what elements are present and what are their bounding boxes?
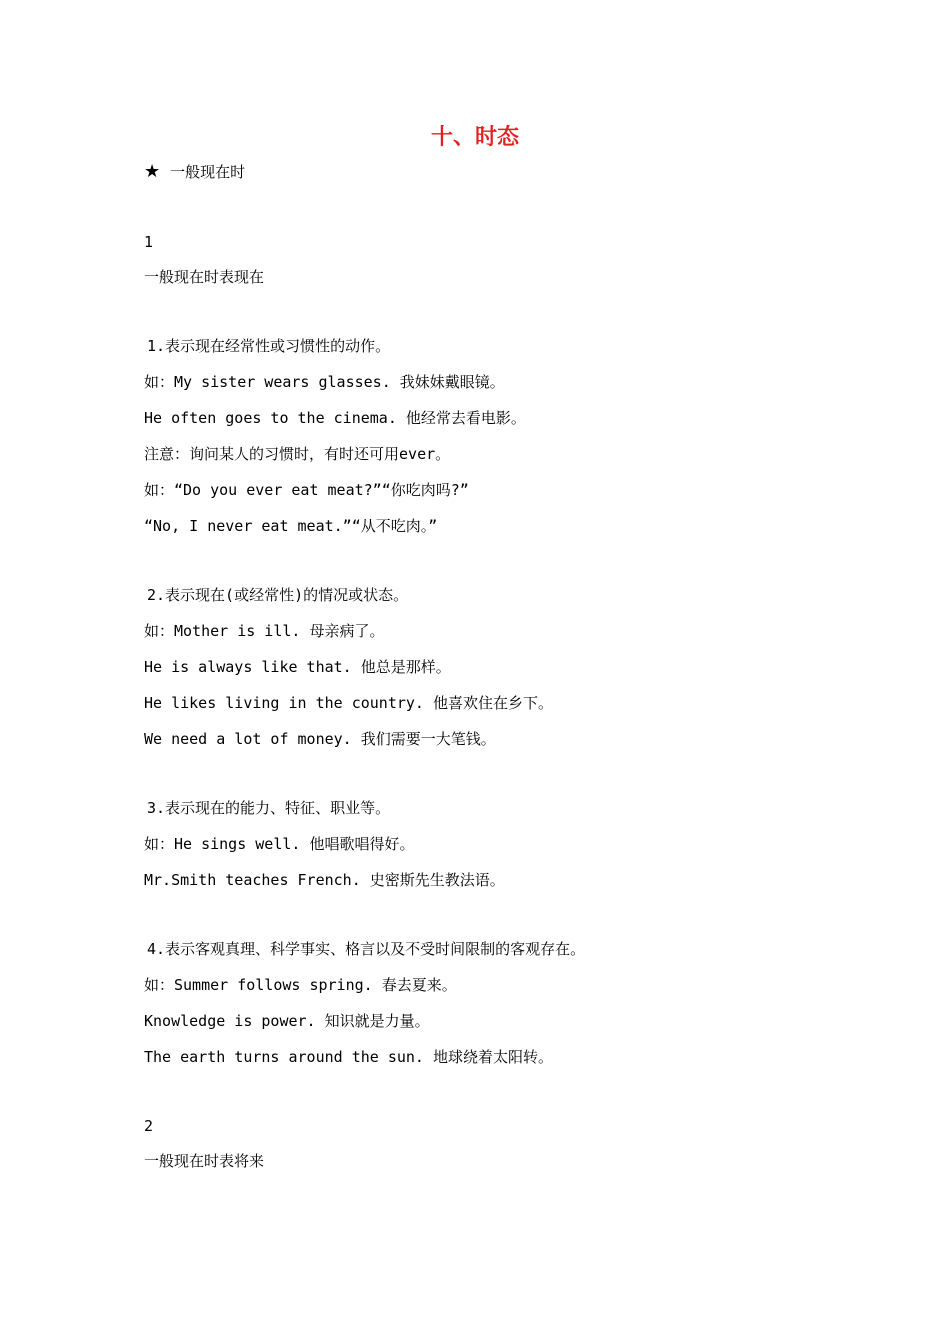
page-title: 十、时态 <box>430 124 519 150</box>
rule-heading: 2.表示现在(或经常性)的情况或状态。 <box>147 586 409 604</box>
example-line: 如：He sings well. 他唱歌唱得好。 <box>144 835 415 853</box>
example-line: We need a lot of money. 我们需要一大笔钱。 <box>144 730 496 748</box>
item-number: 2 <box>144 1117 154 1135</box>
note-line: 注意：询问某人的习惯时，有时还可用ever。 <box>144 445 451 463</box>
section-heading <box>144 162 245 182</box>
example-line: 如：My sister wears glasses. 我妹妹戴眼镜。 <box>144 373 505 391</box>
example-line: 如：Mother is ill. 母亲病了。 <box>144 622 385 640</box>
example-line: The earth turns around the sun. 地球绕着太阳转。 <box>144 1048 553 1066</box>
example-line: He often goes to the cinema. 他经常去看电影。 <box>144 409 526 427</box>
example-line: Knowledge is power. 知识就是力量。 <box>144 1012 430 1030</box>
rule-heading: 4.表示客观真理、科学事实、格言以及不受时间限制的客观存在。 <box>147 940 586 958</box>
example-line: 如：Summer follows spring. 春去夏来。 <box>144 976 457 994</box>
star-icon: ★ <box>144 161 161 182</box>
example-line: He likes living in the country. 他喜欢住在乡下。 <box>144 694 553 712</box>
example-line: Mr.Smith teaches French. 史密斯先生教法语。 <box>144 871 505 889</box>
subsection-heading: 一般现在时表将来 <box>144 1152 265 1170</box>
rule-heading: 1.表示现在经常性或习惯性的动作。 <box>147 337 391 355</box>
example-line: “No, I never eat meat.”“从不吃肉。” <box>144 517 438 535</box>
item-number: 1 <box>144 233 154 251</box>
example-line: He is always like that. 他总是那样。 <box>144 658 451 676</box>
rule-heading: 3.表示现在的能力、特征、职业等。 <box>147 799 391 817</box>
section-label: 一般现在时 <box>170 163 246 181</box>
example-line: 如：“Do you ever eat meat?”“你吃肉吗?” <box>144 481 469 499</box>
subsection-heading: 一般现在时表现在 <box>144 268 265 286</box>
